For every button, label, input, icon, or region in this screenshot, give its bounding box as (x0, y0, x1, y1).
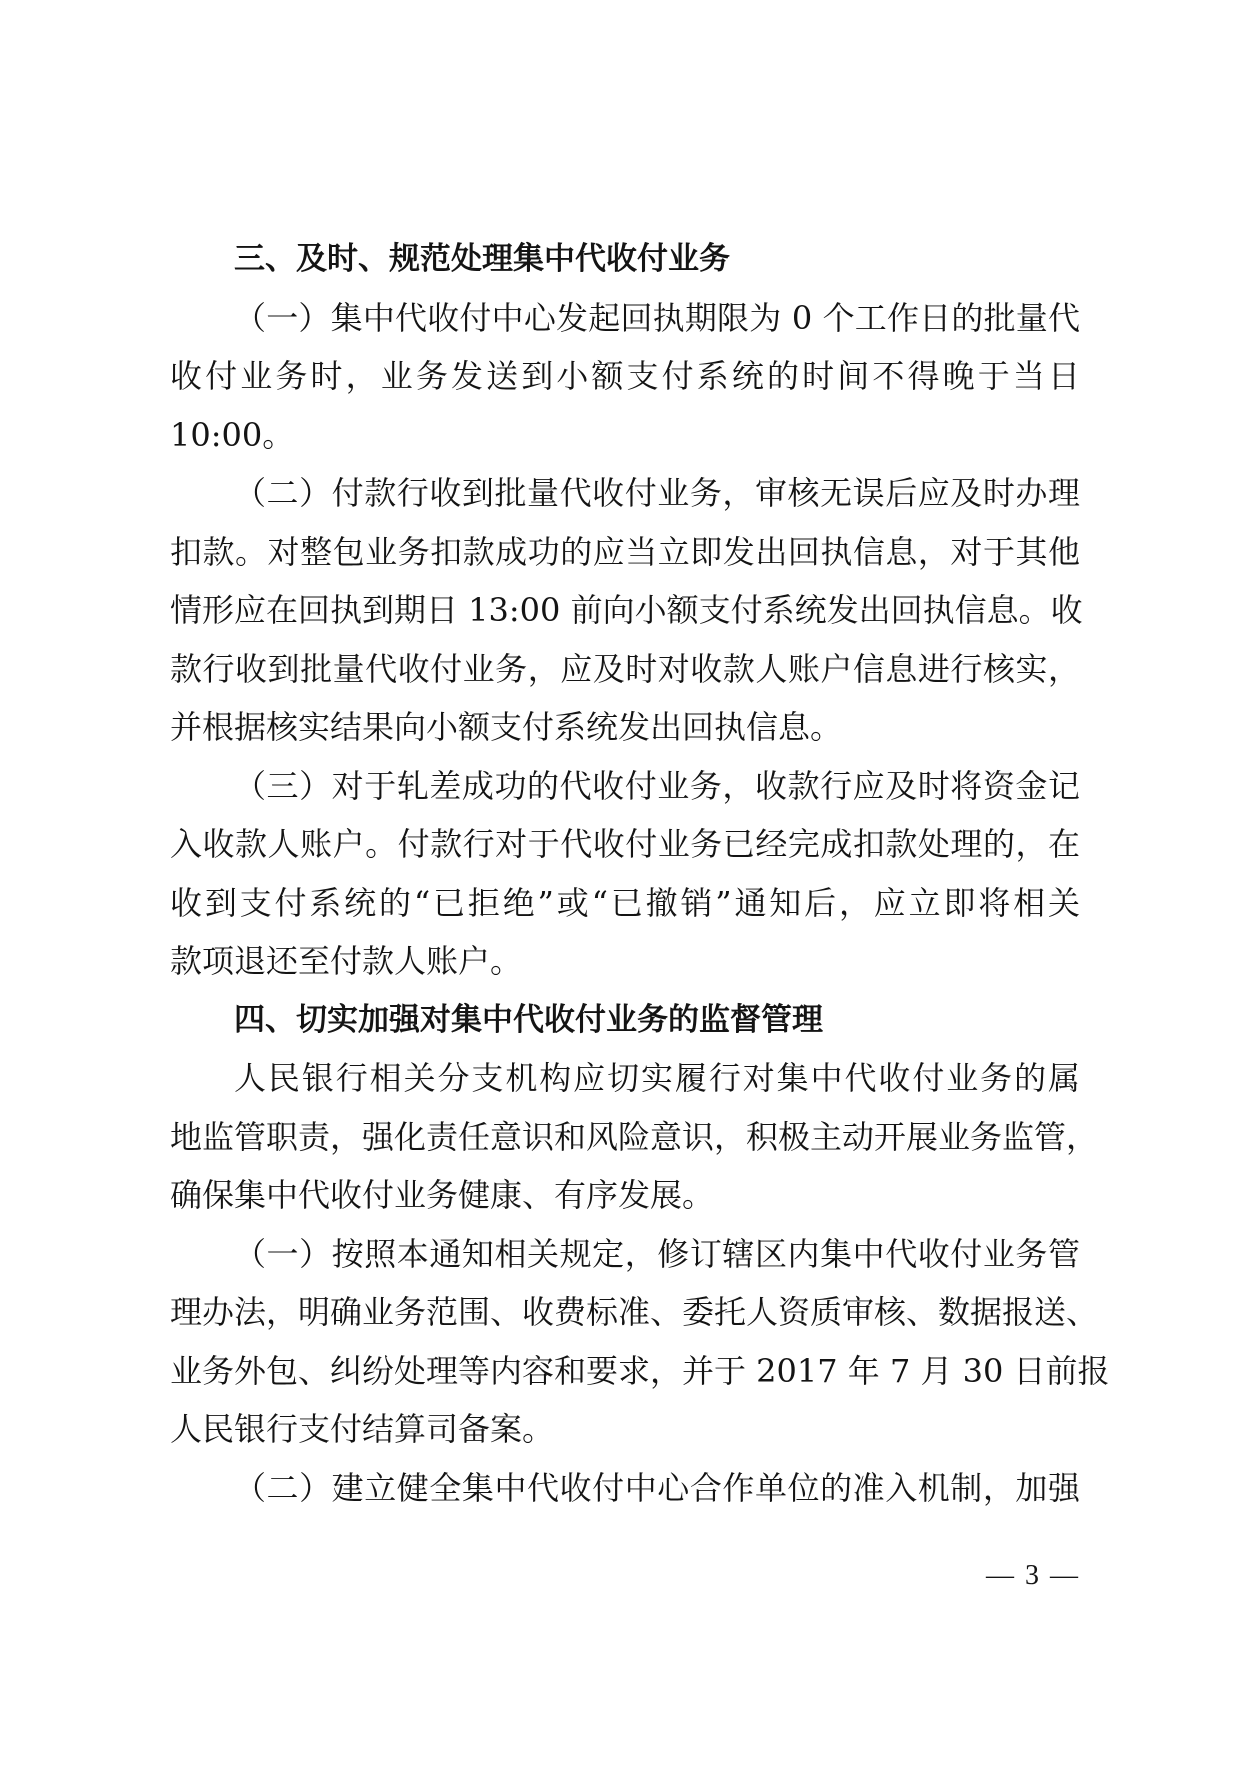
paragraph-line: 入收款人账户。付款行对于代收付业务已经完成扣款处理的，在 (170, 825, 1080, 863)
paragraph-line: （二）建立健全集中代收付中心合作单位的准入机制，加强 (234, 1468, 1080, 1507)
paragraph-line: 10:00。 (170, 415, 295, 454)
section-heading: 四、切实加强对集中代收付业务的监督管理 (234, 1001, 823, 1038)
paragraph-line: 人民银行相关分支机构应切实履行对集中代收付业务的属 (234, 1059, 1080, 1097)
paragraph-line: 人民银行支付结算司备案。 (170, 1410, 555, 1448)
paragraph-line: 地监管职责，强化责任意识和风险意识，积极主动开展业务监管， (170, 1117, 1099, 1156)
paragraph-line: 款项退还至付款人账户。 (170, 942, 523, 980)
section-heading: 三、及时、规范处理集中代收付业务 (234, 241, 730, 277)
page-number: — 3 — (986, 1560, 1080, 1591)
paragraph-line: 扣款。对整包业务扣款成功的应当立即发出回执信息，对于其他 (170, 532, 1080, 571)
paragraph-line: 理办法，明确业务范围、收费标准、委托人资质审核、数据报送、 (170, 1293, 1099, 1331)
paragraph-line: 款行收到批量代收付业务，应及时对收款人账户信息进行核实， (170, 649, 1080, 688)
paragraph-line: （一）按照本通知相关规定，修订辖区内集中代收付业务管 (234, 1234, 1080, 1273)
paragraph-line: 业务外包、纠纷处理等内容和要求，并于 2017 年 7 月 30 日前报 (170, 1351, 1110, 1390)
paragraph-line: （一）集中代收付中心发起回执期限为 0 个工作日的批量代 (234, 298, 1080, 337)
paragraph-line: 收付业务时，业务发送到小额支付系统的时间不得晚于当日 (170, 357, 1080, 395)
paragraph-line: 并根据核实结果向小额支付系统发出回执信息。 (170, 708, 843, 746)
paragraph-line: （三）对于轧差成功的代收付业务，收款行应及时将资金记 (234, 766, 1080, 805)
paragraph-line: 情形应在回执到期日 13:00 前向小额支付系统发出回执信息。收 (170, 591, 1083, 629)
document-body (170, 230, 1110, 1517)
paragraph-line: 确保集中代收付业务健康、有序发展。 (170, 1176, 715, 1214)
paragraph-line: 收到支付系统的“已拒绝”或“已撤销”通知后，应立即将相关 (170, 883, 1080, 922)
paragraph-line: （二）付款行收到批量代收付业务，审核无误后应及时办理 (234, 474, 1080, 512)
